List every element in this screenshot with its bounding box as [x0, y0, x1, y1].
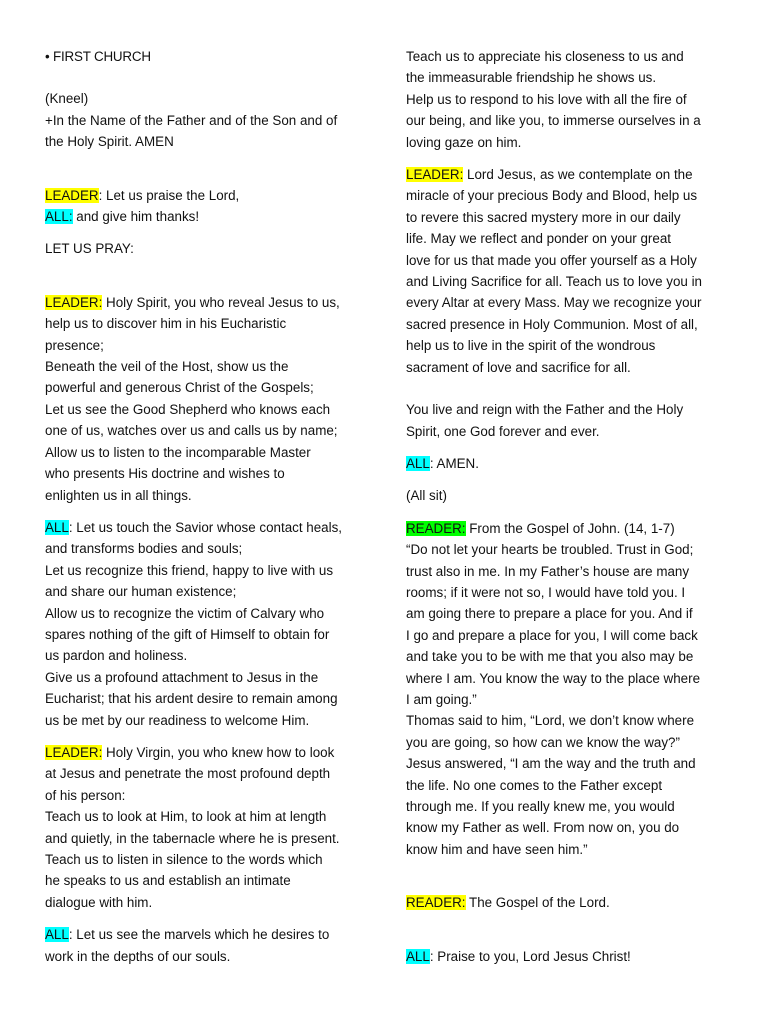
paragraph-line: life. May we reflect and ponder on your great [406, 231, 671, 247]
paragraph-line: powerful and generous Christ of the Gospels; [45, 380, 314, 396]
paragraph-line [45, 924, 367, 945]
paragraph-line: of his person: [45, 787, 126, 803]
sign-of-cross-line: the Holy Spirit. AMEN [45, 134, 174, 150]
paragraph-line [45, 517, 367, 538]
leader-paragraph [45, 742, 367, 913]
paragraph-line: Teach us to appreciate his closeness to us and [406, 49, 684, 64]
sign-of-cross-line: +In the Name of the Father and of the Son and of [45, 112, 338, 128]
leader-line [45, 185, 367, 206]
paragraph-line: sacrament of love and sacrifice for all. [406, 359, 631, 375]
paragraph-line: Eucharist; that his ardent desire to remain among [45, 691, 338, 707]
rubric-kneel: (Kneel) [45, 91, 89, 107]
paragraph-line: Beneath the veil of the Host, show us the [45, 359, 289, 375]
paragraph-line: who presents His doctrine and wishes to [45, 466, 285, 482]
paragraph-line: sacred presence in Holy Communion. Most of all, [406, 316, 698, 332]
all-text: : AMEN. [429, 455, 479, 471]
paragraph-line [406, 164, 728, 185]
leader-label: LEADER: [45, 294, 103, 310]
paragraph-line: work in the depths of our souls. [45, 948, 231, 964]
paragraph-line: the immeasurable friendship he shows us. [406, 70, 657, 86]
reader-text: The Gospel of the Lord. [465, 895, 610, 911]
all-text: : Praise to you, Lord Jesus Christ! [429, 948, 631, 964]
paragraph-line: Thomas said to him, “Lord, we don’t know where [406, 713, 695, 729]
leader-text: : Let us praise the Lord, [98, 187, 240, 203]
paragraph-line: am going there to prepare a place for you. And if [406, 606, 693, 622]
paragraph-line: love for us that made you offer yourself as a Holy [406, 252, 697, 268]
leader-paragraph [45, 292, 367, 506]
paragraph-line: know him and have seen him.” [406, 841, 588, 857]
leader-label: LEADER: [45, 744, 103, 760]
leader-text: Lord Jesus, as we contemplate on the [463, 167, 693, 183]
section-title: • FIRST CHURCH [45, 49, 151, 64]
paragraph-line: miracle of your precious Body and Blood, help us [406, 188, 698, 204]
prayer-continuation [406, 46, 728, 153]
paragraph-line: and share our human existence; [45, 584, 237, 600]
paragraph-line: he speaks to us and establish an intimate [45, 873, 291, 889]
paragraph-line: I am going.” [406, 691, 477, 707]
leader-text: Holy Spirit, you who reveal Jesus to us, [102, 294, 340, 310]
paragraph-line: Allow us to listen to the incomparable Master [45, 444, 311, 460]
paragraph-line: Give us a profound attachment to Jesus in the [45, 669, 319, 685]
paragraph-line: help us to discover him in his Eucharistic [45, 316, 287, 332]
paragraph-line: presence; [45, 337, 104, 353]
all-paragraph [45, 517, 367, 731]
paragraph-line: Let us see the Good Shepherd who knows each [45, 401, 331, 417]
paragraph-line: trust also in me. In my Father’s house are many [406, 563, 690, 579]
paragraph-line: and take you to be with me that you also may be [406, 649, 694, 665]
paragraph-line: the life. No one comes to the Father except [406, 777, 663, 793]
paragraph-line: dialogue with him. [45, 894, 153, 910]
sign-of-cross [45, 110, 367, 153]
paragraph-line: I go and prepare a place for you, I will come back [406, 627, 698, 643]
all-paragraph [45, 924, 367, 967]
paragraph-line: and Living Sacrifice for all. Teach us to love you in [406, 274, 702, 290]
reader-text: From the Gospel of John. (14, 1-7) [465, 520, 675, 536]
paragraph-line: rooms; if it were not so, I would have told you. I [406, 584, 686, 600]
paragraph-line: enlighten us in all things. [45, 487, 192, 503]
paragraph-line: You live and reign with the Father and the Holy [406, 402, 684, 418]
paragraph-line [45, 742, 367, 763]
paragraph-line: Help us to respond to his love with all the fire of [406, 91, 687, 107]
left-column [45, 46, 367, 967]
all-label: ALL: [45, 209, 73, 225]
all-text: and give him thanks! [72, 209, 200, 225]
paragraph-line: to revere this sacred mystery more in our daily [406, 209, 681, 225]
paragraph-line: at Jesus and penetrate the most profound depth [45, 766, 331, 782]
all-line [45, 206, 367, 227]
paragraph-line: Spirit, one God forever and ever. [406, 423, 600, 439]
leader-label: LEADER: [406, 167, 464, 183]
paragraph-line [406, 518, 728, 539]
paragraph-line: loving gaze on him. [406, 134, 522, 150]
paragraph-line: our being, and like you, to immerse ourselves in a [406, 113, 701, 129]
reader-line [406, 892, 728, 913]
paragraph-line: Teach us to listen in silence to the words which [45, 852, 323, 867]
paragraph-line [45, 292, 367, 313]
all-label: ALL [406, 455, 430, 471]
all-line [406, 453, 728, 474]
gospel-reading [406, 518, 728, 861]
paragraph-line: Let us recognize this friend, happy to live with us [45, 562, 334, 578]
rubric-all-sit: (All sit) [406, 488, 447, 504]
all-line [406, 946, 728, 967]
leader-paragraph [406, 164, 728, 378]
paragraph-line: us be met by our readiness to welcome Him. [45, 712, 310, 728]
let-us-pray: LET US PRAY: [45, 241, 134, 257]
right-column [406, 46, 728, 967]
leader-text: Holy Virgin, you who knew how to look [102, 744, 335, 760]
paragraph-line: Allow us to recognize the victim of Calvary who [45, 605, 325, 621]
paragraph-line: help us to live in the spirit of the wondrous [406, 338, 656, 354]
reader-label: READER: [406, 895, 466, 911]
closing-doxology [406, 399, 728, 442]
all-text: : Let us touch the Savior whose contact heals, [68, 519, 343, 535]
all-text: : Let us see the marvels which he desires to [68, 927, 330, 943]
paragraph-line: where I am. You know the way to the place where [406, 670, 701, 686]
paragraph-line: Jesus answered, “I am the way and the truth and [406, 756, 696, 772]
paragraph-line: “Do not let your hearts be troubled. Trust in God; [406, 542, 694, 558]
leader-label: LEADER [45, 187, 99, 203]
paragraph-line: through me. If you really knew me, you would [406, 799, 675, 814]
paragraph-line: one of us, watches over us and calls us by name; [45, 423, 338, 439]
all-label: ALL [406, 948, 430, 964]
paragraph-line: every Altar at every Mass. May we recognize your [406, 295, 702, 311]
all-label: ALL [45, 927, 69, 943]
paragraph-line: Teach us to look at Him, to look at him at length [45, 809, 327, 825]
paragraph-line: you are going, so how can we know the way?” [406, 734, 680, 750]
paragraph-line: us pardon and holiness. [45, 648, 188, 664]
reader-label: READER: [406, 520, 466, 536]
all-label: ALL [45, 519, 69, 535]
paragraph-line: and quietly, in the tabernacle where he is present. [45, 830, 340, 846]
paragraph-line: and transforms bodies and souls; [45, 541, 243, 557]
paragraph-line: spares nothing of the gift of Himself to obtain for [45, 626, 330, 642]
paragraph-line: know my Father as well. From now on, you do [406, 820, 680, 836]
